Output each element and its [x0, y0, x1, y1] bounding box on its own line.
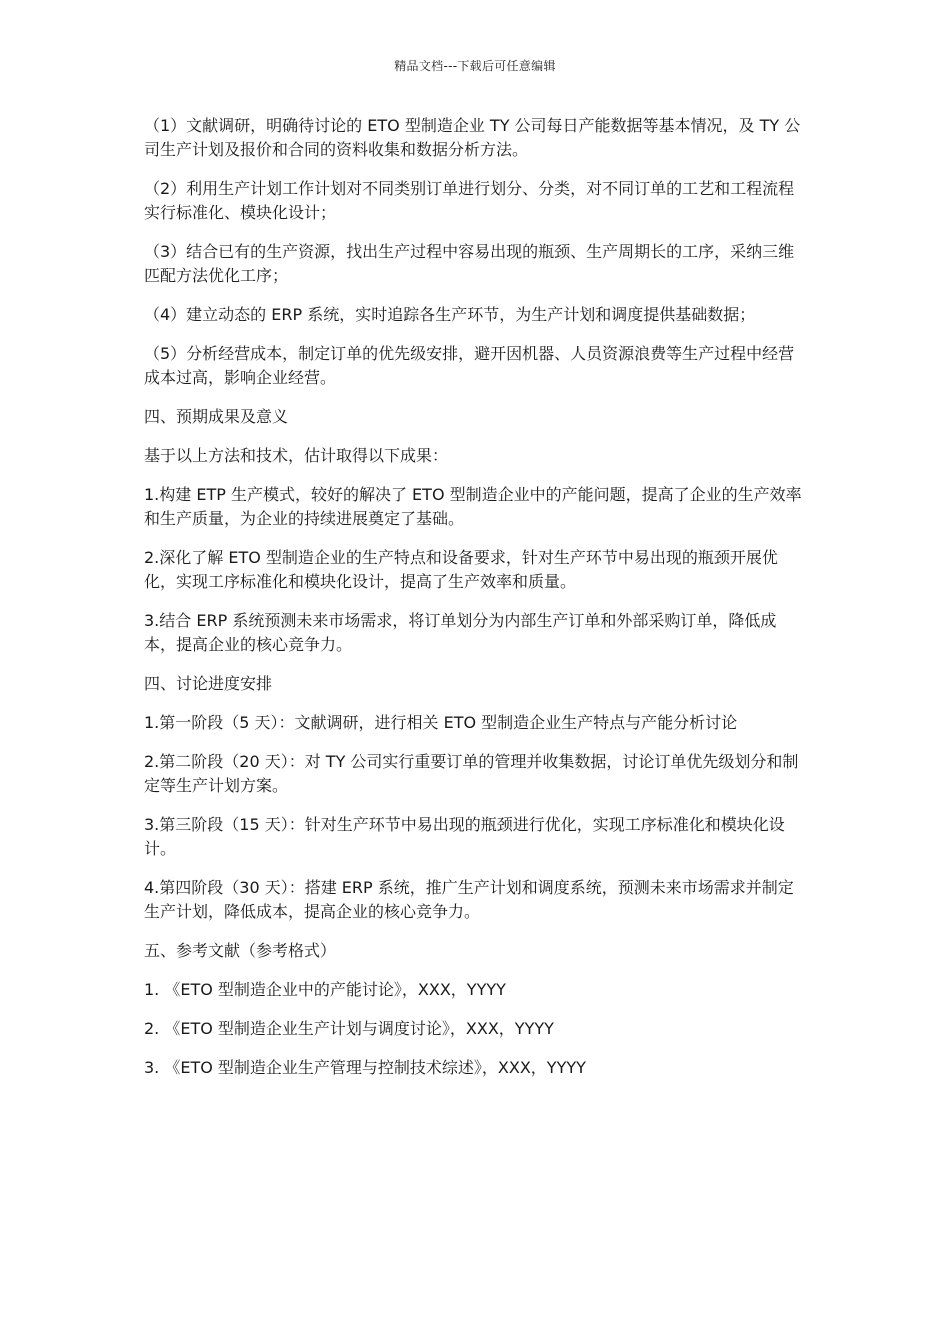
- schedule-item-4: 4.第四阶段（30 天）：搭建 ERP 系统，推广生产计划和调度系统，预测未来市场需求并制定生产计划，降低成本，提高企业的核心竞争力。: [144, 878, 794, 921]
- schedule-item-2: 2.第二阶段（20 天）：对 TY 公司实行重要订单的管理并收集数据，讨论订单优先级划分和制定等生产计划方案。: [144, 752, 799, 795]
- schedule-item-3: 3.第三阶段（15 天）：针对生产环节中易出现的瓶颈进行优化，实现工序标准化和模块化设计。: [144, 815, 785, 858]
- result-item-3: 3.结合 ERP 系统预测未来市场需求，将订单划分为内部生产订单和外部采购订单，降低成本，提高企业的核心竞争力。: [144, 611, 777, 654]
- section-heading-schedule: 四、讨论进度安排: [144, 674, 273, 693]
- page-header: 精品文档---下载后可任意编辑: [394, 59, 556, 73]
- reference-item-1: 1. 《ETO 型制造企业中的产能讨论》，XXX，YYYY: [144, 980, 506, 999]
- result-item-2: 2.深化了解 ETO 型制造企业的生产特点和设备要求，针对生产环节中易出现的瓶颈开展优化，实现工序标准化和模块化设计，提高了生产效率和质量。: [144, 548, 778, 591]
- reference-item-2: 2. 《ETO 型制造企业生产计划与调度讨论》，XXX，YYYY: [144, 1019, 554, 1038]
- results-intro: 基于以上方法和技术，估计取得以下成果：: [144, 446, 449, 465]
- section-heading-references: 五、参考文献（参考格式）: [144, 941, 337, 960]
- document-body: [144, 114, 808, 1095]
- result-item-1: 1.构建 ETP 生产模式，较好的解决了 ETO 型制造企业中的产能问题，提高了企业的生产效率和生产质量，为企业的持续进展奠定了基础。: [144, 485, 802, 528]
- reference-item-3: 3. 《ETO 型制造企业生产管理与控制技术综述》，XXX，YYYY: [144, 1058, 586, 1077]
- method-item-4: （4）建立动态的 ERP 系统，实时追踪各生产环节，为生产计划和调度提供基础数据；: [144, 305, 756, 324]
- section-heading-expected-results: 四、预期成果及意义: [144, 407, 289, 426]
- method-item-5: （5）分析经营成本，制定订单的优先级安排，避开因机器、人员资源浪费等生产过程中经营成本过高，影响企业经营。: [144, 344, 795, 387]
- method-item-2: （2）利用生产计划工作计划对不同类别订单进行划分、分类，对不同订单的工艺和工程流程实行标准化、模块化设计；: [144, 179, 795, 222]
- schedule-item-1: 1.第一阶段（5 天）：文献调研，进行相关 ETO 型制造企业生产特点与产能分析讨论: [144, 713, 738, 732]
- method-item-3: （3）结合已有的生产资源，找出生产过程中容易出现的瓶颈、生产周期长的工序，采纳三维匹配方法优化工序；: [144, 242, 795, 285]
- method-item-1: （1）文献调研，明确待讨论的 ETO 型制造企业 TY 公司每日产能数据等基本情况，及 TY 公司生产计划及报价和合同的资料收集和数据分析方法。: [144, 116, 801, 159]
